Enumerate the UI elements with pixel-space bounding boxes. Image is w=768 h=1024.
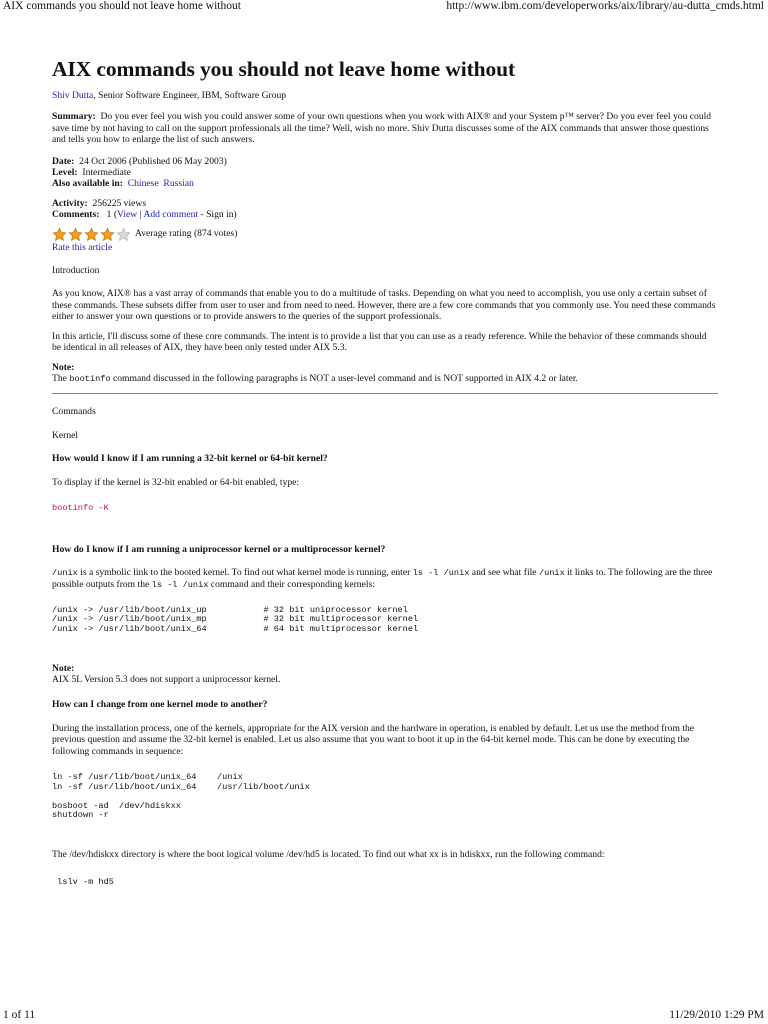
- code-switch-kernel: ln -sf /usr/lib/boot/unix_64 /unix ln -sf /usr/lib/boot/unix_64 /usr/lib/boot/unix bosboot -ad /dev/hdiskxx shutdown -r: [52, 771, 310, 821]
- print-page-title: AIX commands you should not leave home without: [3, 0, 241, 12]
- code-kernel-links: /unix -> /usr/lib/boot/unix_up # 32 bit uniprocessor kernel /unix -> /usr/lib/boot/unix_mp # 32 bit multiprocessor kernel /unix -> /usr/lib/boot/unix_64 # 64 bit multiprocessor kernel: [52, 604, 419, 634]
- view-comments-link[interactable]: View: [117, 209, 138, 221]
- author-line: [52, 90, 718, 101]
- star-icon[interactable]: [68, 227, 83, 242]
- commands-heading: Commands: [52, 406, 96, 418]
- star-icon[interactable]: [100, 227, 115, 242]
- summary-text: Do you ever feel you wish you could answer some of your own questions when you work with AIX® and your System p™ server? Do you ever feel you could save time by not having to call on the support professionals all the time? Well, wish no more. Shiv Dutta discusses some of the AIX commands that answer those questions and tells you how to enlarge the list of such answers.: [52, 111, 712, 146]
- summary-label: Summary:: [52, 111, 96, 123]
- q2-text-c: it links to. The following are the three possible outputs from the: [52, 566, 713, 591]
- level-label: Level:: [52, 167, 78, 179]
- intro-paragraph-2: In this article, I'll discuss some of these core commands. The intent is to provide a list that you can use as a ready reference. While the behavior of these commands should be identical in all releases of AIX, they have been only tested under AIX 5.3.: [52, 330, 707, 354]
- note-text: [52, 373, 718, 385]
- print-header: [0, 0, 768, 14]
- print-page-count: 1 of 11: [3, 1009, 36, 1021]
- question-3: How can I change from one kernel mode to another?: [52, 699, 268, 711]
- print-timestamp: 11/29/2010 1:29 PM: [669, 1009, 764, 1021]
- introduction-heading: Introduction: [52, 265, 100, 277]
- intro-paragraph-1: As you know, AIX® has a vast array of commands that enable you to do a multitude of tasks. Depending on what you need to accomplish, you use only a certain subset of these commands. These subsets differ from user to user and from need to need. However, there are a few core commands that you commonly use. You need these commands either to answer your own questions or to provide answers to the queries of the support professionals.: [52, 288, 716, 323]
- code-lslv: lslv -m hd5: [52, 877, 114, 888]
- activity-value: 256225 views: [92, 197, 147, 209]
- note-pre: The: [52, 372, 70, 384]
- date-label: Date:: [52, 155, 75, 167]
- level-row: [52, 167, 718, 178]
- q2-text-d: command and their corresponding kernels:: [208, 579, 375, 591]
- add-comment-link[interactable]: Add comment: [143, 209, 199, 221]
- question-1: How would I know if I am running a 32-bit kernel or 64-bit kernel?: [52, 453, 328, 465]
- question-2-text: [52, 567, 718, 592]
- q2-unix-2: /unix: [538, 567, 565, 578]
- comments-count: 1 (: [106, 209, 118, 221]
- question-1-text: To display if the kernel is 32-bit enabled or 64-bit enabled, type:: [52, 476, 300, 488]
- star-icon[interactable]: [52, 227, 67, 242]
- date-value: 24 Oct 2006 (Published 06 May 2003): [79, 155, 227, 167]
- note-2-label: Note:: [52, 662, 75, 674]
- rate-row: [52, 242, 718, 253]
- star-icon[interactable]: [116, 227, 131, 242]
- lang-russian-link[interactable]: Russian: [163, 178, 194, 190]
- summary: [52, 111, 718, 145]
- lang-chinese-link[interactable]: Chinese: [127, 178, 159, 190]
- note-label: Note:: [52, 361, 75, 373]
- level-value: Intermediate: [82, 167, 131, 179]
- print-footer: [0, 1009, 768, 1024]
- q2-text-b: and see what file: [469, 566, 539, 578]
- comments-row: [52, 209, 718, 220]
- author-link[interactable]: Shiv Dutta: [52, 90, 94, 101]
- article-content: [52, 56, 718, 888]
- q2-ls-cmd-1: ls -l /unix: [412, 567, 470, 578]
- q2-ls-cmd-2: ls -l /unix: [151, 580, 209, 591]
- q2-text-a: is a symbolic link to the booted kernel. To find out what kernel mode is running, enter: [77, 566, 413, 578]
- sign-in-text: - Sign in): [198, 209, 237, 221]
- rating-row: [52, 227, 718, 242]
- available-row: [52, 178, 718, 189]
- article-title: AIX commands you should not leave home without: [52, 57, 516, 81]
- comments-label: Comments:: [52, 209, 100, 221]
- activity-label: Activity:: [52, 197, 88, 209]
- activity-row: [52, 198, 718, 209]
- code-bootinfo: bootinfo -K: [52, 502, 109, 513]
- rating-text: Average rating (874 votes): [135, 228, 238, 240]
- star-icon[interactable]: [84, 227, 99, 242]
- note-2-block: [52, 663, 718, 686]
- note-post: command discussed in the following paragraphs is NOT a user-level command and is NOT supported in AIX 4.2 or later.: [110, 372, 578, 384]
- author-role: , Senior Software Engineer, IBM, Software Group: [93, 90, 287, 101]
- question-2: How do I know if I am running a uniprocessor kernel or a multiprocessor kernel?: [52, 543, 386, 555]
- comments-separator: |: [137, 209, 144, 221]
- rate-article-link[interactable]: Rate this article: [52, 241, 113, 253]
- question-3-text: During the installation process, one of the kernels, appropriate for the AIX version and the hardware in operation, is enabled by default. Let us use the method from the previous question and assume the 32-bit kernel is enabled. Let us also assume that you want to boot it up in the 64-bit kernel mode. This can be done by executing the following commands in sequence:: [52, 722, 695, 757]
- section-divider: [52, 393, 718, 394]
- note-command: bootinfo: [69, 373, 111, 384]
- available-label: Also available in:: [52, 178, 123, 190]
- q2-unix-1: /unix: [52, 567, 78, 578]
- print-url: http://www.ibm.com/developerworks/aix/library/au-dutta_cmds.html: [446, 0, 764, 12]
- note-2-text: AIX 5L Version 5.3 does not support a uniprocessor kernel.: [52, 673, 281, 685]
- rating-stars[interactable]: [52, 227, 131, 242]
- kernel-heading: Kernel: [52, 429, 79, 441]
- hdisk-paragraph: The /dev/hdiskxx directory is where the boot logical volume /dev/hd5 is located. To find out what xx is in hdiskxx, run the following command:: [52, 848, 605, 860]
- note-block: [52, 362, 718, 386]
- date-row: [52, 156, 718, 167]
